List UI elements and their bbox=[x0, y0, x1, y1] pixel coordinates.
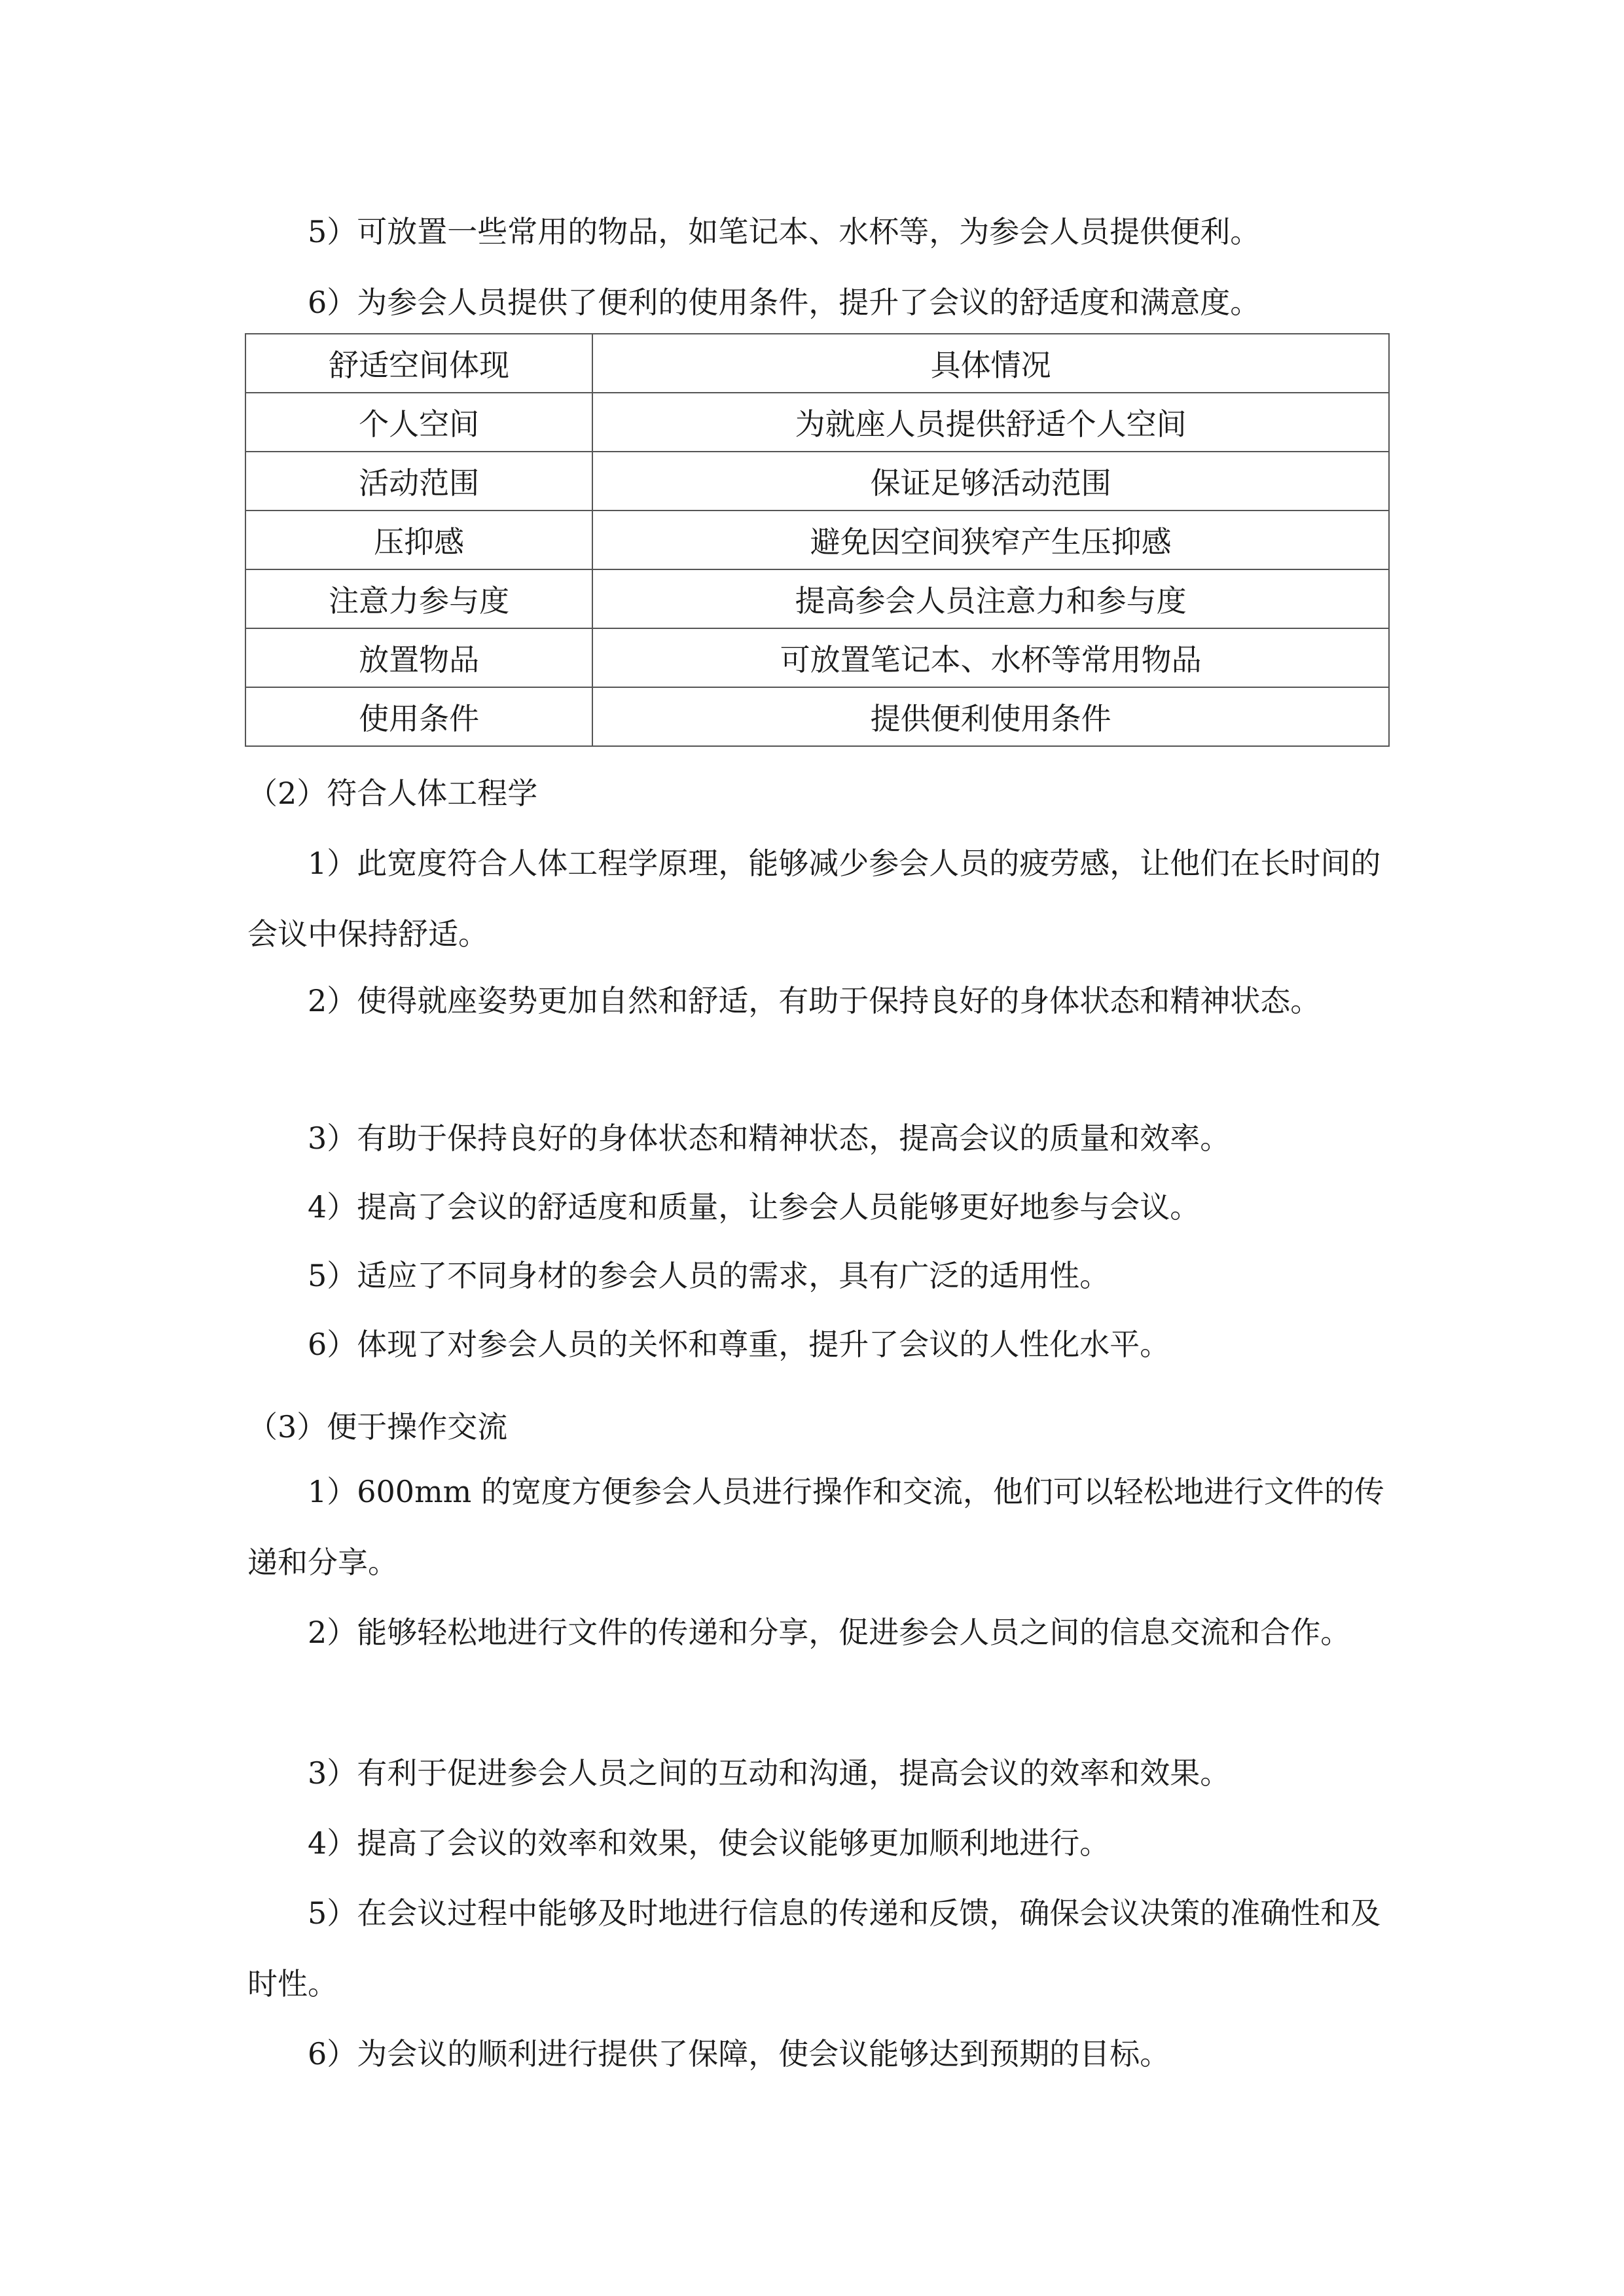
table-cell: 活动范围 bbox=[245, 452, 592, 511]
table-header-cell: 舒适空间体现 bbox=[245, 334, 592, 393]
intro-item-6: 6）为参会人员提供了便利的使用条件，提升了会议的舒适度和满意度。 bbox=[308, 285, 1261, 320]
table-row bbox=[245, 452, 1389, 511]
table-cell: 可放置笔记本、水杯等常用物品 bbox=[592, 628, 1389, 687]
section-3-item-6: 6）为会议的顺利进行提供了保障，使会议能够达到预期的目标。 bbox=[308, 2036, 1170, 2072]
comfort-space-table bbox=[245, 333, 1390, 747]
section-2-item-2: 2）使得就座姿势更加自然和舒适，有助于保持良好的身体状态和精神状态。 bbox=[308, 983, 1321, 1018]
table-cell: 提高参会人员注意力和参与度 bbox=[592, 569, 1389, 628]
section-2-item-6: 6）体现了对参会人员的关怀和尊重，提升了会议的人性化水平。 bbox=[308, 1327, 1170, 1362]
table-cell: 保证足够活动范围 bbox=[592, 452, 1389, 511]
table-cell: 压抑感 bbox=[245, 511, 592, 569]
section-3-item-3: 3）有利于促进参会人员之间的互动和沟通，提高会议的效率和效果。 bbox=[308, 1755, 1231, 1791]
table-header-row bbox=[245, 334, 1389, 393]
table-cell: 注意力参与度 bbox=[245, 569, 592, 628]
section-3-heading: （3）便于操作交流 bbox=[247, 1409, 508, 1444]
section-2-heading: （2）符合人体工程学 bbox=[247, 776, 538, 811]
table-row bbox=[245, 687, 1389, 746]
section-2-item-1: 1）此宽度符合人体工程学原理，能够减少参会人员的疲劳感，让他们在长时间的会议中保持舒适。 bbox=[247, 846, 1381, 952]
table-row bbox=[245, 628, 1389, 687]
table-row bbox=[245, 511, 1389, 569]
section-3-item-5: 5）在会议过程中能够及时地进行信息的传递和反馈，确保会议决策的准确性和及时性。 bbox=[247, 1895, 1381, 2001]
section-2-item-4: 4）提高了会议的舒适度和质量，让参会人员能够更好地参与会议。 bbox=[308, 1189, 1200, 1225]
table-cell: 个人空间 bbox=[245, 393, 592, 452]
table-cell: 为就座人员提供舒适个人空间 bbox=[592, 393, 1389, 452]
section-3-item-4: 4）提高了会议的效率和效果，使会议能够更加顺利地进行。 bbox=[308, 1825, 1110, 1861]
table-row bbox=[245, 393, 1389, 452]
table-cell: 避免因空间狭窄产生压抑感 bbox=[592, 511, 1389, 569]
section-2-item-3: 3）有助于保持良好的身体状态和精神状态，提高会议的质量和效率。 bbox=[308, 1121, 1231, 1156]
table-cell: 放置物品 bbox=[245, 628, 592, 687]
intro-item-5: 5）可放置一些常用的物品，如笔记本、水杯等，为参会人员提供便利。 bbox=[308, 214, 1261, 249]
section-3-item-1: 1）600mm 的宽度方便参会人员进行操作和交流，他们可以轻松地进行文件的传递和分享。 bbox=[247, 1474, 1384, 1580]
table-row bbox=[245, 569, 1389, 628]
table-cell: 使用条件 bbox=[245, 687, 592, 746]
table-cell: 提供便利使用条件 bbox=[592, 687, 1389, 746]
section-2-item-5: 5）适应了不同身材的参会人员的需求，具有广泛的适用性。 bbox=[308, 1258, 1110, 1293]
table-header-cell: 具体情况 bbox=[592, 334, 1389, 393]
section-3-item-2: 2）能够轻松地进行文件的传递和分享，促进参会人员之间的信息交流和合作。 bbox=[308, 1615, 1351, 1650]
